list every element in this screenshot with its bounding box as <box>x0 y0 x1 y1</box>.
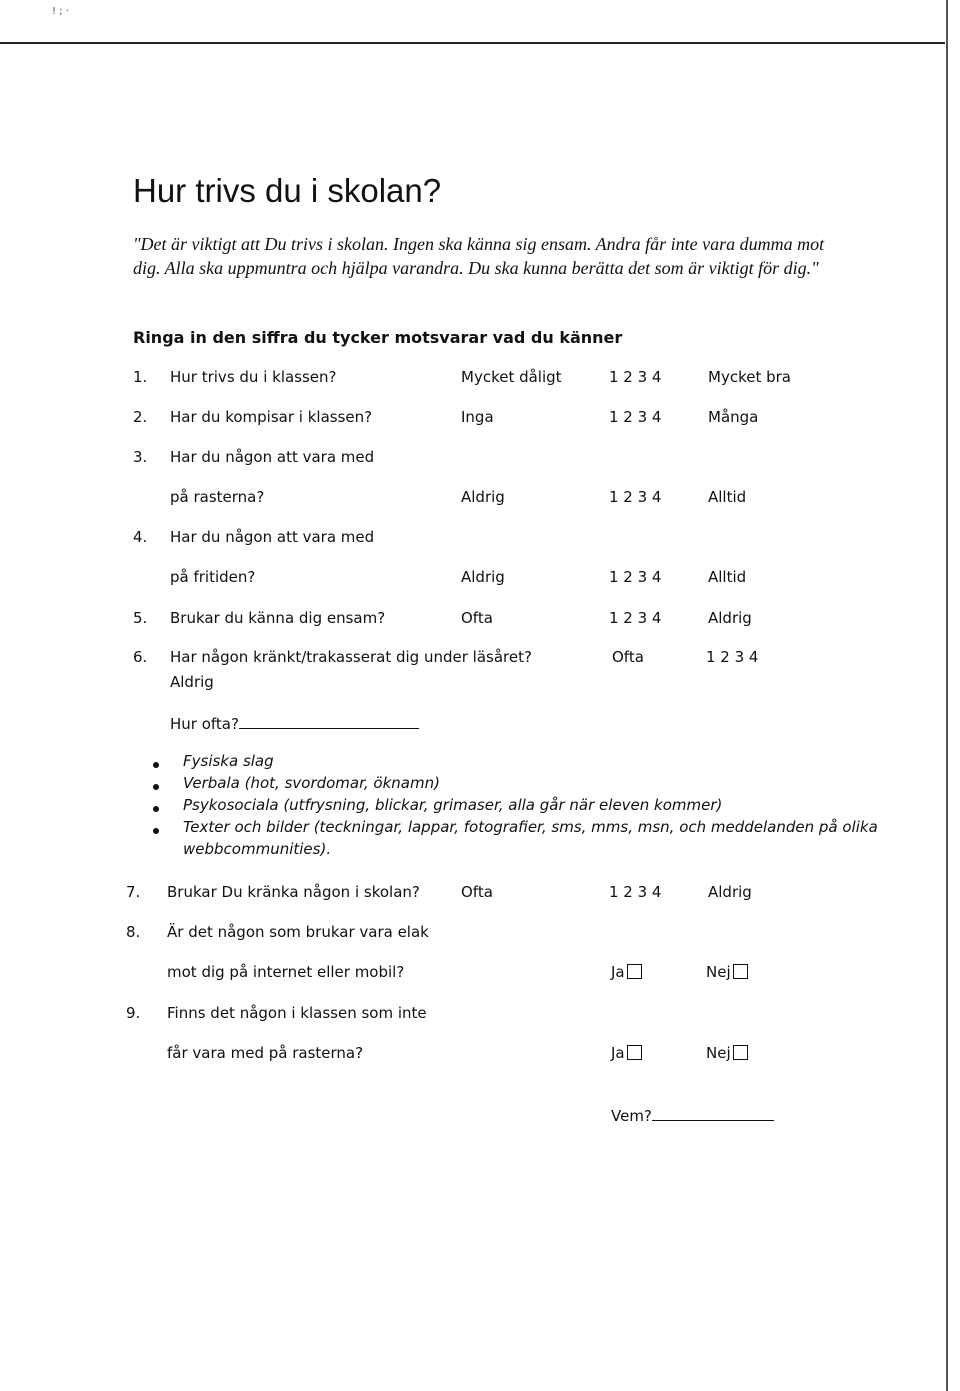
header-marks: ! ; · <box>52 6 69 17</box>
q7-low-label: Ofta <box>461 883 493 901</box>
q3-high-label: Alltid <box>708 488 747 506</box>
q7-text: Brukar Du kränka någon i skolan? <box>167 883 420 901</box>
q2-number: 2. <box>133 408 148 426</box>
page-title: Hur trivs du i skolan? <box>133 172 442 209</box>
yes-label: Ja <box>611 963 625 981</box>
q9-no-option[interactable] <box>706 1044 748 1062</box>
q9-text-line2: får vara med på rasterna? <box>167 1044 364 1062</box>
no-checkbox[interactable] <box>733 964 748 979</box>
bullet-dot <box>153 762 159 768</box>
q5-high-label: Aldrig <box>708 609 752 627</box>
q2-scale[interactable]: 1 2 3 4 <box>609 408 662 426</box>
q3-text: Har du någon att vara med <box>170 448 375 466</box>
q4-text-line2: på fritiden? <box>170 568 256 586</box>
q1-low-label: Mycket dåligt <box>461 368 562 386</box>
yes-checkbox[interactable] <box>627 964 642 979</box>
q9-yes-option[interactable] <box>611 1044 642 1062</box>
how-often-label: Hur ofta? <box>170 715 239 733</box>
q5-low-label: Ofta <box>461 609 493 627</box>
yes-label: Ja <box>611 1044 625 1062</box>
q6-high-label: Aldrig <box>170 673 214 691</box>
q4-scale[interactable]: 1 2 3 4 <box>609 568 662 586</box>
q2-high-label: Många <box>708 408 759 426</box>
q5-scale[interactable]: 1 2 3 4 <box>609 609 662 627</box>
q5-number: 5. <box>133 609 148 627</box>
bullet-dot <box>153 806 159 812</box>
bullet-item: Fysiska slag <box>183 752 274 770</box>
no-checkbox[interactable] <box>733 1045 748 1060</box>
q4-text: Har du någon att vara med <box>170 528 375 546</box>
q9-text: Finns det någon i klassen som inte <box>167 1004 427 1022</box>
q6-scale[interactable]: 1 2 3 4 <box>706 648 759 666</box>
top-rule <box>0 42 945 44</box>
q6-low-label: Ofta <box>612 648 644 666</box>
how-often-answer-line[interactable] <box>239 714 419 729</box>
q9-number: 9. <box>126 1004 141 1022</box>
no-label: Nej <box>706 1044 731 1062</box>
q7-number: 7. <box>126 883 141 901</box>
q4-low-label: Aldrig <box>461 568 505 586</box>
right-rule <box>946 0 948 1391</box>
bullet-item: Psykosociala (utfrysning, blickar, grimaser, alla går när eleven kommer) <box>183 796 723 814</box>
who-label: Vem? <box>611 1107 652 1125</box>
instruction: Ringa in den siffra du tycker motsvarar vad du känner <box>133 328 623 347</box>
intro-quote: "Det är viktigt att Du trivs i skolan. Ingen ska känna sig ensam. Andra får inte vara dumma mot dig. Alla ska uppmuntra och hjälpa varandra. Du ska kunna berätta det som är viktigt för dig." <box>133 234 825 278</box>
q7-high-label: Aldrig <box>708 883 752 901</box>
q6-text: Har någon kränkt/trakasserat dig under läsåret? <box>170 648 532 666</box>
q3-scale[interactable]: 1 2 3 4 <box>609 488 662 506</box>
q1-scale[interactable]: 1 2 3 4 <box>609 368 662 386</box>
q3-low-label: Aldrig <box>461 488 505 506</box>
q2-low-label: Inga <box>461 408 494 426</box>
q8-number: 8. <box>126 923 141 941</box>
q3-text-line2: på rasterna? <box>170 488 265 506</box>
q5-text: Brukar du känna dig ensam? <box>170 609 386 627</box>
q3-number: 3. <box>133 448 148 466</box>
q1-number: 1. <box>133 368 148 386</box>
q1-text: Hur trivs du i klassen? <box>170 368 337 386</box>
q8-yes-option[interactable] <box>611 963 642 981</box>
q1-high-label: Mycket bra <box>708 368 791 386</box>
how-often-prompt <box>170 714 419 733</box>
bullet-item: Texter och bilder (teckningar, lappar, fotografier, sms, mms, msn, och meddelanden på olika <box>183 818 878 836</box>
q6-number: 6. <box>133 648 148 666</box>
q4-number: 4. <box>133 528 148 546</box>
q7-scale[interactable]: 1 2 3 4 <box>609 883 662 901</box>
no-label: Nej <box>706 963 731 981</box>
q8-text-line2: mot dig på internet eller mobil? <box>167 963 405 981</box>
yes-checkbox[interactable] <box>627 1045 642 1060</box>
q2-text: Har du kompisar i klassen? <box>170 408 373 426</box>
bullet-dot <box>153 784 159 790</box>
q8-no-option[interactable] <box>706 963 748 981</box>
who-answer-line[interactable] <box>652 1106 774 1121</box>
bullet-item: Verbala (hot, svordomar, öknamn) <box>183 774 440 792</box>
bullet-item-continued: webbcommunities). <box>183 840 332 858</box>
bullet-dot <box>153 828 159 834</box>
q4-high-label: Alltid <box>708 568 747 586</box>
q8-text: Är det någon som brukar vara elak <box>167 923 429 941</box>
who-prompt <box>611 1106 774 1125</box>
